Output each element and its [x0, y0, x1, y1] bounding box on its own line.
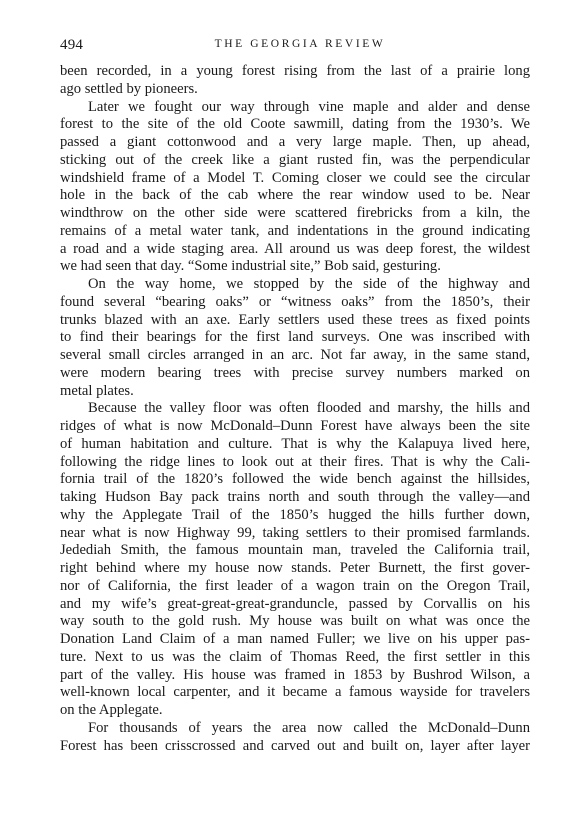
text-line: Because the valley floor was often flooded and marshy, the hills and [88, 400, 530, 417]
text-line: Later we fought our way through vine maple and alder and dense [88, 98, 530, 115]
text-line: ago settled by pioneers. [60, 80, 198, 97]
text-line: Jedediah Smith, the famous mountain man, traveled the California trail, [60, 542, 530, 559]
text-line: a road and a wide staging area. All around us was deep forest, the wildest [60, 240, 530, 257]
text-line: For thousands of years the area now called the McDonald–Dunn [88, 719, 530, 736]
page-number: 494 [60, 37, 84, 53]
text-line: ridges of what is now McDonald–Dunn Forest have always been the site [60, 418, 530, 434]
text-line: found several “bearing oaks” or “witness oaks” from the 1850’s, their [60, 293, 530, 310]
text-line: fornia trail of the 1820’s followed the wide bench against the hillsides, [60, 471, 530, 488]
page-header [60, 37, 530, 57]
text-line: forest to the site of the old Coote sawmill, dating from the 1930’s. We [60, 116, 530, 133]
text-line: On the way home, we stopped by the side of the highway and [88, 276, 530, 292]
body-text [60, 63, 530, 755]
text-line: passed a giant cottonwood and a very large maple. Then, up ahead, [60, 134, 530, 150]
text-line: part of the valley. His house was framed in 1853 by Bushrod Wilson, a [60, 666, 530, 683]
text-line: on the Applegate. [60, 702, 163, 718]
text-line: and my wife’s great-great-great-granduncle, passed by Corvallis on his [60, 595, 530, 612]
text-line: we had seen that day. “Some industrial site,” Bob said, gesturing. [60, 258, 441, 275]
text-line: trunks blazed with an axe. Early settlers used these trees as fixed points [60, 311, 530, 328]
text-line: near what is now Highway 99, taking settlers to their promised farmlands. [60, 524, 530, 541]
running-head: THE GEORGIA REVIEW [214, 38, 386, 50]
text-line: nor of California, the first leader of a wagon train on the Oregon Trail, [60, 577, 530, 594]
text-line: to find their bearings for the first land surveys. One was inscribed with [60, 329, 530, 346]
text-line: Forest has been crisscrossed and carved out and built on, layer after layer [60, 737, 530, 754]
text-line: sticking out of the creek like a giant rusted fin, was the perpendicular [60, 151, 530, 168]
text-line: of human habitation and culture. That is why the Kalapuya lived here, [60, 435, 530, 452]
text-line: several small circles arranged in an arc. Not far away, in the same stand, [60, 347, 530, 363]
text-line: windshield frame of a Model T. Coming closer we could see the circular [60, 169, 530, 186]
text-line: way south to the gold rush. My house was built on what was once the [60, 613, 530, 630]
text-line: hole in the back of the cab where the rear window used to be. Near [60, 187, 530, 204]
text-line: metal plates. [60, 382, 134, 399]
text-line: following the ridge lines to look out at their fires. That is why the Cali- [60, 453, 530, 470]
text-line: right behind where my house now stands. Peter Burnett, the first gover- [60, 560, 530, 576]
text-line: remains of a metal water tank, and indentations in the ground indicating [60, 222, 530, 239]
text-line: Donation Land Claim of a man named Fuller; we live on his upper pas- [60, 631, 530, 647]
text-line: ture. Next to us was the claim of Thomas Reed, the first settler in this [60, 648, 530, 665]
text-line: well-known local carpenter, and it became a famous wayside for travelers [60, 684, 530, 701]
text-line: taking Hudson Bay pack trains north and south through the valley—and [60, 489, 530, 505]
text-line: why the Applegate Trail of the 1850’s hugged the hills further down, [60, 506, 530, 523]
text-line: were modern bearing trees with precise survey numbers marked on [60, 364, 530, 381]
text-line: windthrow on the other side were scattered firebricks from a kiln, the [60, 205, 530, 221]
text-line: been recorded, in a young forest rising from the last of a prairie long [60, 63, 530, 79]
